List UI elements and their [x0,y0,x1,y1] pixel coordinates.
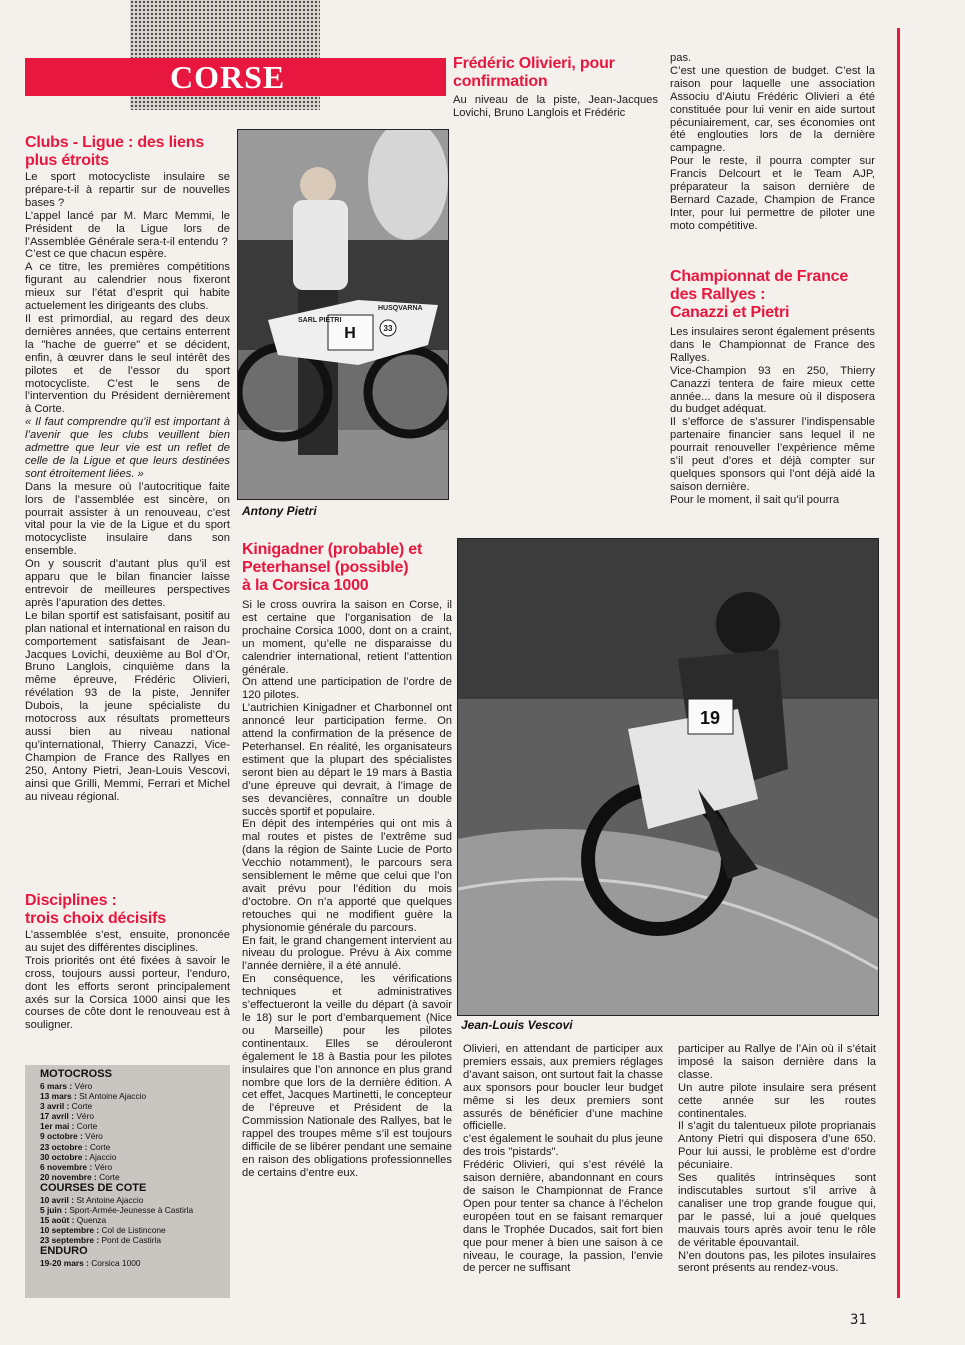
article-clubs-ligue: Le sport motocycliste insulaire se prépare-t-il à repartir sur de nouvelles bases ? L’appel lancé par M. Marc Memmi, le Président de la Ligue lors de l’Assemblée Générale sera-t-il entendu ? C’est ce que chacun espère. A ce titre, les premières compétitions figurant au calendrier nous fixeront mieux sur l’état d’esprit qui habite actuelement les dirigeants des clubs. Il est primordial, au regard des deux dernières années, que certains enterrent la "hache de guerre" et se décident, enfin, à œuvrer dans le seul intérêt des pilotes et de l’essor du sport motocycliste. C’est le sens de l’intervention du Président dernièrement à Corte. « Il faut comprendre qu’il est important à l’avenir que les clubs veuillent bien admettre que leur vie est un reflet de celle de la Ligue et que leurs destinées sont étroitement liées. » Dans la mesure où l’autocritique faite lors de l’assemblée est sincère, on pourrait assister à un renouveau, c’est vital pour la vie de la Ligue et du sport motocycliste insulaire dans son ensemble. On y souscrit d’autant plus qu’il est apparu que le bilan financier laisse entrevoir de meilleures perspectives après l’apuration des dettes. Le bilan sportif est satisfaisant, positif au plan national et international en raison du comportement satisfaisant de Jean-Jacques Lovichi, deuxième au Bol d’Or, Bruno Langlois, cinquième dans la même épreuve, Frédéric Olivieri, révélation 93 de la piste, Jennifer Dubois, la jeune spécialiste du motocross aux résultats prometteurs aussi bien au niveau national qu’international, Thierry Canazzi, Vice-Champion de France des Rallyes en 250, Antony Pietri, Jean-Louis Vescovi, ainsi que Grilli, Memmi, Ferrari et Michel au niveau régional. [25,171,230,803]
calendar-entry [40,1111,230,1121]
calendar-date: 5 juin : [40,1205,67,1216]
article-olivieri-intro: Au niveau de la piste, Jean-Jacques Lovichi, Bruno Langlois et Frédéric [453,94,658,119]
calendar-box [25,1065,230,1298]
calendar-place: Corte [99,1171,120,1182]
president-quote: « Il faut comprendre qu’il est important à l’avenir que les clubs veuillent bien admettre que leur vie est un reflet de celle de la Ligue et que leurs destinées sont étroitement liées. » [25,416,230,480]
calendar-date: 20 novembre : [40,1171,97,1182]
calendar-date: 10 avril : [40,1194,74,1205]
calendar-place: Corte [89,1141,111,1152]
article-rallyes-bottom: participer au Rallye de l’Ain où il s’était imposé la saison dernière dans la classe. Un autre pilote insulaire sera présent cette année sur les routes continentales. Il s’agit du talentueux pilote proprianais Antony Pietri qui disposera d’une 650. Pour lui aussi, le problème est d’ordre pécuniaire. Ses qualités intrinsèques sont indiscutables surtout s’il arrive à canaliser une trop grande fougue qui, par le passé, lui a joué quelques mauvais tours après avoir tenu le rôle de véritable épouvantail. N’en doutons pas, les pilotes insulaires seront présents au rendez-vous. [678,1043,876,1275]
calendar-entry [40,1225,230,1235]
right-edge-rule [897,28,900,1298]
calendar-entry [40,1215,230,1225]
calendar-entry [40,1195,230,1205]
article-championnat-rallyes: Les insulaires seront également présents dans le Championnat de France des Rallyes. Vice-Champion 93 en 250, Thierry Canazzi tentera de faire mieux cette année... dans la mesure où il disposera du budget adéquat. Il s’efforce de s’assurer l’indispensable partenaire financier sans lequel il ne pourrait renouveller l’expérience même s’il peut d’ores et déjà compter sur quelques sponsors qui l’ont déjà aidé la saison dernière. Pour le moment, il sait qu’il pourra [670,326,875,506]
calendar-entry [40,1131,230,1141]
calendar-entry [40,1101,230,1111]
enduro-title: ENDURO [40,1245,88,1258]
calendar-date: 19-20 mars : [40,1258,89,1269]
motocross-title: MOTOCROSS [40,1068,112,1080]
calendar-place: Pont de Castirla [101,1235,162,1246]
calendar-date: 10 septembre : [40,1225,100,1236]
calendar-date: 6 novembre : [40,1161,93,1172]
calendar-entry [40,1152,230,1162]
heading-championnat-rallyes: Championnat de France des Rallyes : Canazzi et Pietri [670,268,849,321]
calendar-date: 17 avril : [40,1111,74,1122]
calendar-place: Corsica 1000 [91,1258,141,1269]
svg-text:H: H [344,325,356,342]
article-kinigadner: Si le cross ouvrira la saison en Corse, il est certaine que l’organisation de la prochaine Corsica 1000, dont on a craint, un moment, qu’elle ne disparaisse du calendrier international, retient l’attention générale. On attend une participation de l’ordre de 120 pilotes. L’autrichien Kinigadner et Charbonnel ont annoncé leur participation ferme. On attend la confirmation de la présence de Peterhansel. En réalité, les organisateurs estiment que la plupart des spécialistes seront bien au départ le 19 mars à Bastia d’une épreuve qui devrait, à l’image de ses devancières, connaître un double succès sportif et populaire. En dépit des intempéries qui ont mis à mal routes et pistes de l’extrême sud (dans la région de Sainte Lucie de Porto Vecchio notamment), le parcours sera sensiblement le même que celui que l’on avait prévu pour l’édition du mois d’octobre. On n’a apporté que quelques retouches qui ne modifient guère la physionomie générale du parcours. En fait, le grand changement intervient au niveau du prologue. Prévu à Aix comme l’année dernière, il a été annulé. En conséquence, les vérifications techniques et administratives s’effectueront la veille du départ (à savoir le 18) sur le port d’embarquement (Nice ou Marseille) pour les pilotes continentaux. Elles se dérouleront également le 18 à Bastia pour les pilotes insulaires que l’on annonce en plus grand nombre que lors de la dernière édition. A cet effet, Jacques Martinetti, le concepteur de l’épreuve et Président de la Commission Nationale des Rallyes, bat le rappel des troupes même s’il est toujours difficile de se libérer pendant une semaine en raison des obligations professionnelles de certains d’entre eux. [242,599,452,1179]
calendar-place: St Antoine Ajaccio [79,1091,147,1102]
calendar-date: 3 avril : [40,1101,70,1112]
calendar-date: 23 septembre : [40,1235,100,1246]
calendar-place: Sport-Armée-Jeunesse à Castirla [69,1205,194,1216]
cote-title: COURSES DE COTE [40,1181,147,1194]
calendar-place: Corte [71,1101,93,1112]
calendar-place: Corte [76,1121,98,1132]
bike-plate-text: SARL PIETRI [298,317,342,324]
calendar-date: 9 octobre : [40,1131,83,1142]
motocross-list [40,1081,230,1182]
calendar-place: Col de Listincone [101,1225,166,1236]
enduro-list [40,1258,230,1268]
photo-antony-pietri [237,129,449,500]
halftone-bottom-decoration [130,96,320,110]
motorcycle-illustration [238,130,448,499]
calendar-date: 6 mars : [40,1081,73,1091]
calendar-date: 23 octobre : [40,1141,88,1152]
heading-olivieri: Frédéric Olivieri, pour confirmation [453,55,615,90]
section-title: CORSE [170,59,286,95]
calendar-date: 1er mai : [40,1121,75,1132]
calendar-entry [40,1121,230,1131]
caption-jean-louis-vescovi: Jean-Louis Vescovi [461,1018,573,1032]
heading-clubs-ligue: Clubs - Ligue : des liens plus étroits [25,134,205,169]
calendar-entry [40,1172,230,1182]
bike-number-text: 33 [383,324,393,333]
calendar-entry [40,1235,230,1245]
calendar-entry [40,1205,230,1215]
calendar-place: Ajaccio [89,1151,117,1162]
bike-brand-text: HUSQVARNA [378,305,423,312]
halftone-top-decoration [130,0,320,58]
calendar-place: Véro [74,1081,93,1091]
calendar-entry [40,1258,230,1268]
calendar-date: 30 octobre : [40,1151,88,1162]
calendar-place: Véro [76,1111,95,1122]
calendar-date: 13 mars : [40,1091,77,1102]
calendar-place: Quenza [76,1215,107,1226]
rider-illustration [458,539,878,1015]
calendar-entry [40,1162,230,1172]
calendar-place: Véro [85,1131,103,1142]
heading-disciplines: Disciplines : trois choix décisifs [25,892,166,927]
caption-antony-pietri: Antony Pietri [242,504,317,518]
calendar-entry [40,1091,230,1101]
cote-list [40,1195,230,1245]
heading-kinigadner: Kinigadner (probable) et Peterhansel (possible) à la Corsica 1000 [242,541,423,594]
calendar-date: 15 août : [40,1215,75,1226]
page-number: 31 [850,1312,867,1328]
calendar-entry [40,1142,230,1152]
photo-jean-louis-vescovi [457,538,879,1016]
article-olivieri-bottom: Olivieri, en attendant de participer aux premiers essais, aux premiers réglages d’avant saison, ont surtout fait la chasse aux sponsors pour boucler leur budget même si les deux premiers sont assurés de bénéficier d’une machine officielle. c’est également le souhait du plus jeune des trois "pistards". Frédéric Olivieri, qui s’est révélé la saison dernière, abandonnant en cours de saison le Championnat de France Open pour tenter sa chance à l’échelon européen tout en se faisant remarquer dans le Trophée Ducados, sait fort bien que pour mener à bien une saison à ce niveau, le courage, la passion, l’envie de percer ne suffisant [463,1043,663,1275]
rider-number-text: 19 [699,708,721,728]
calendar-entry [40,1081,230,1091]
article-olivieri-continued: pas. C’est une question de budget. C’est la raison pour laquelle une association Associu d’Aiutu Frédéric Olivieri a été constituée pour lui venir en aide surtout pécuniairement, car, ses économies ont été englouties lors de la dernière campagne. Pour le reste, il pourra compter sur Francis Delcourt et le Team AJP, préparateur la saison dernière de Bernard Cazade, Champion de France Inter, pour lui permettre de piloter une moto compétitive. [670,52,875,232]
calendar-place: St Antoine Ajaccio [76,1194,144,1205]
article-disciplines: L’assemblée s’est, ensuite, prononcée au sujet des différentes disciplines. Trois priorités ont été fixées à savoir le cross, toujours aussi porteur, l’enduro, dont les efforts seront principalement axés sur la Corsica 1000 ainsi que les courses de côte dont le renouveau est à souligner. [25,929,230,1032]
calendar-place: Véro [94,1161,113,1172]
